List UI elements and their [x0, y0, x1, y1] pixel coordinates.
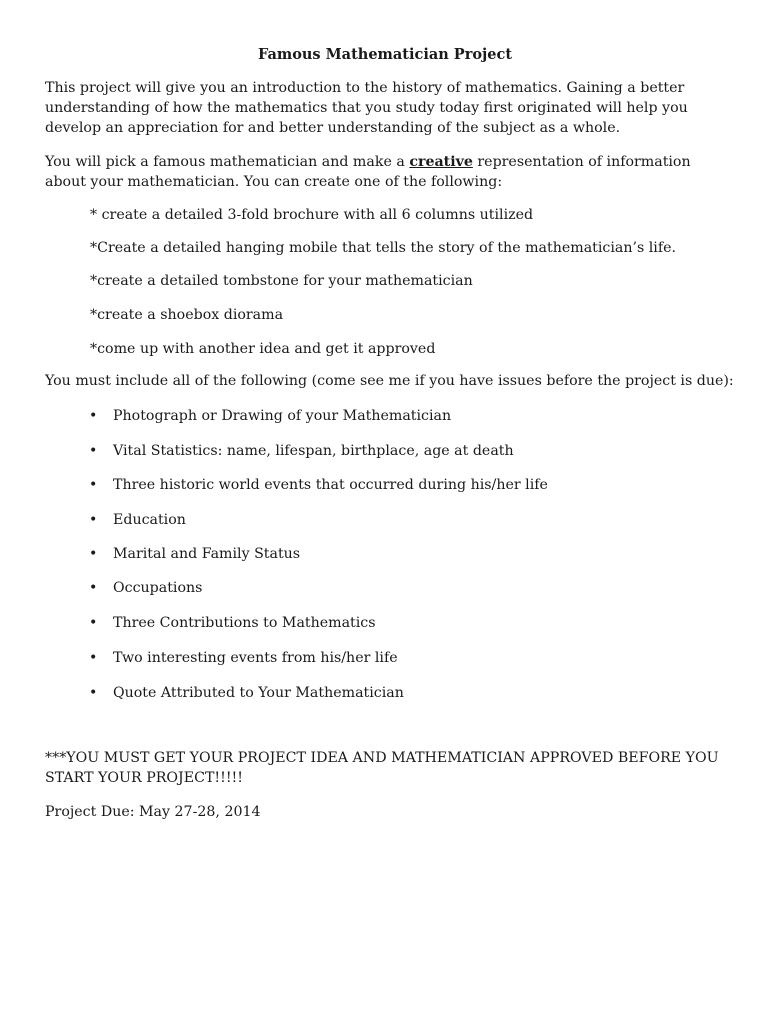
- bullet-icon: •: [89, 685, 98, 701]
- requirement-text: Three Contributions to Mathematics: [113, 615, 376, 631]
- bullet-icon: •: [89, 650, 98, 666]
- document-title: Famous Mathematician Project: [257, 46, 513, 63]
- bullet-icon: •: [89, 546, 98, 562]
- choose-paragraph: [45, 152, 735, 192]
- requirement-text: Three historic world events that occurred during his/her life: [113, 477, 548, 493]
- requirement-text: Vital Statistics: name, lifespan, birthplace, age at death: [113, 443, 514, 459]
- requirement-text: Education: [113, 512, 186, 528]
- bullet-icon: •: [89, 443, 98, 459]
- bullet-icon: •: [89, 580, 98, 596]
- creative-emphasis: creative: [409, 154, 473, 170]
- requirement-text: Occupations: [113, 580, 203, 596]
- intro-paragraph: This project will give you an introduction to the history of mathematics. Gaining a better understanding of how the mathematics that you study today first originated will help you develop an appreciation for and better understanding of the subject as a whole.: [45, 80, 688, 136]
- option-diorama: *create a shoebox diorama: [90, 307, 284, 323]
- choose-text-end: representation of information about your mathematician. You can create one of the following:: [45, 154, 691, 190]
- include-instructions: You must include all of the following (come see me if you have issues before the project is due):: [45, 373, 734, 389]
- bullet-icon: •: [89, 477, 98, 493]
- bullet-icon: •: [89, 615, 98, 631]
- requirement-text: Marital and Family Status: [113, 546, 301, 562]
- option-mobile: *Create a detailed hanging mobile that tells the story of the mathematician’s life.: [90, 240, 677, 256]
- bullet-icon: •: [89, 408, 98, 424]
- bullet-icon: •: [89, 512, 98, 528]
- approval-warning: ***YOU MUST GET YOUR PROJECT IDEA AND MATHEMATICIAN APPROVED BEFORE YOU START YOUR PROJECT!!!!!: [45, 750, 719, 786]
- due-date: Project Due: May 27-28, 2014: [45, 804, 261, 820]
- option-brochure: * create a detailed 3-fold brochure with all 6 columns utilized: [90, 207, 534, 223]
- requirement-text: Quote Attributed to Your Mathematician: [113, 685, 404, 701]
- choose-text-start: You will pick a famous mathematician and make a: [45, 154, 410, 170]
- option-other-idea: *come up with another idea and get it approved: [90, 341, 436, 357]
- option-tombstone: *create a detailed tombstone for your mathematician: [90, 273, 473, 289]
- requirement-text: Photograph or Drawing of your Mathematician: [113, 408, 452, 424]
- requirement-text: Two interesting events from his/her life: [113, 650, 398, 666]
